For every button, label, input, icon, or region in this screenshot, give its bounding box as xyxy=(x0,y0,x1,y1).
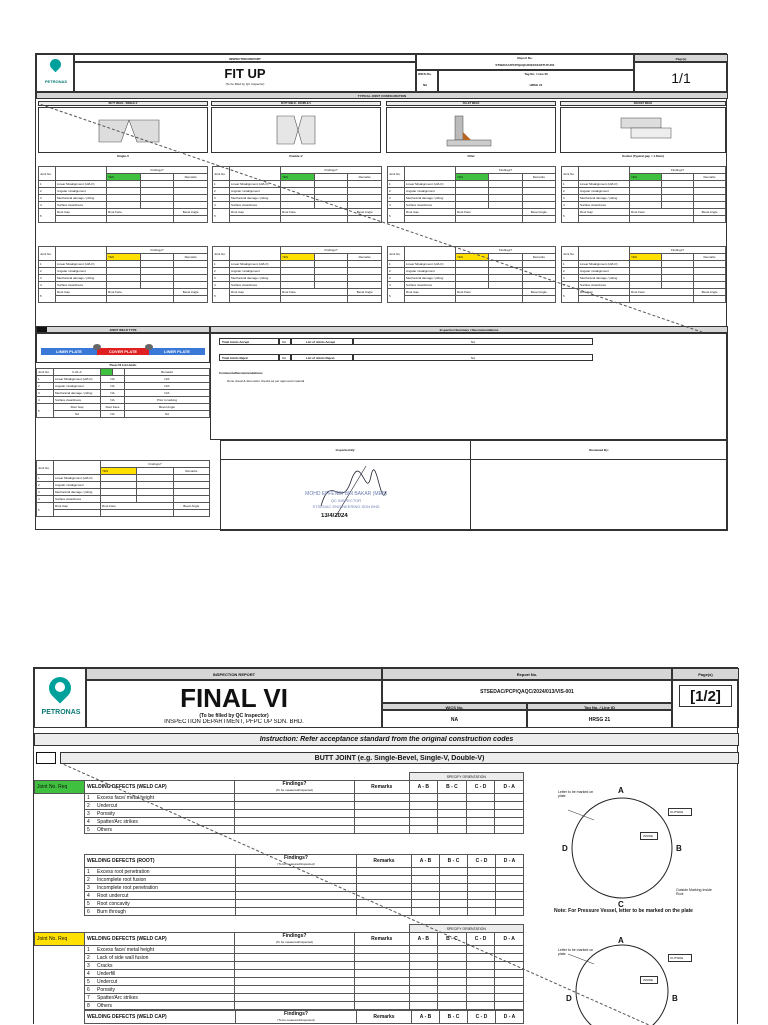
finalvi-page-value: [1/2] xyxy=(690,688,721,705)
orientation-diagram-2: Letter to be marked on plate A B D OUTSIDE INSIDE xyxy=(554,936,739,1025)
liner-plate-left: LINER PLATE xyxy=(56,349,82,354)
fitup-page-value: 1/1 xyxy=(671,70,691,86)
vi-defect-table: SPECIFY ORIENTATION Joint No. Req WELDING DEFECTS (WELD CAP) Findings? (To be measured/inspected) Remarks A - B B - C C - D D - A 1 Excess face/ metal height 2 Undercut 3 Porosity 4 Spatter/Arc strikes 5 Others xyxy=(34,772,524,834)
cover-plate: COVER PLATE xyxy=(108,349,138,354)
inspector-company: STSEDAC ENGINEERING SDN BHD xyxy=(312,504,380,509)
finalvi-tag-value: HRSG 21 xyxy=(588,717,611,723)
pressure-vessel-note: Note: For Pressure Vessel, letter to be marked on the plate xyxy=(554,908,693,914)
instruction-bar: Instruction: Refer acceptance standard from the original construction codes xyxy=(34,733,739,746)
first-joint-no: F-01-A xyxy=(54,369,101,376)
joint-panel: Joint No. Findings? YES Remarks 1 Linear Misalignment (HI/LO) 2 Angular misalignment 3 Mechanical damage / pitting 4 Surface cleanliness 5 Root Gap Root Face Bevel Angle xyxy=(38,166,208,223)
finalvi-logo-text: PETRONAS xyxy=(41,709,81,716)
petronas-logo-icon xyxy=(48,57,64,73)
fitup-report: PETRONAS INSPECTION REPORT FIT UP (To be filled by QC Inspector) Report No. STSEDAC/PCP/QAQC/2024/013/FTUP-001 WICS No. NA Tag No. / Line ID HRSG 21 Page(s) 1/1 TYPICAL JOINT CONFIGURATION BUTT WELD - SINGLE-V BUTT WELD - DOUBLE-V FILLET WELD SOCKET WELD Single-V Double-V Fillet Socket (Typical gap = 1.6mm) Joint No. Findings? YES Remarks 1 Linear Misalignment (HI/LO) 2 Angular misalignment 3 Mechanical damage / pitting 4 Surface cleanliness 5 Root Gap Root Face Bevel Angle Joint No. Findings? YES Remarks 1 Linear Misalignment (HI/LO) 2 Angular misalignment 3 Mechanical damage / pitting 4 Surface cleanliness 5 Root Gap Root Face Bevel Angle Joint No. Findings? YES Remarks 1 Linear Misalignment (HI/LO) 2 Angular misalignment 3 Mechanical damage / pitting 4 Surface cleanliness 5 Root Gap Root Face Bevel Angle Joint No. Findings? YES Remarks 1 Linear Misalignment (HI/LO) 2 Angular misalignment 3 Mechanical damage / pitting 4 Surface cleanliness 5 Root Gap Root Face Bevel Angle Joint No. Findings? YES Remarks 1 Linear Misalignment (HI/LO) 2 Angular misalignment 3 Mechanical damage / pitting 4 Surface cleanliness 5 Root Gap Root Face Bevel Angle Joint No. Findings? YES Remarks 1 Linear Misalignment (HI/LO) 2 Angular misalignment 3 Mechanical damage / pitting 4 Surface cleanliness 5 Root Gap Root Face Bevel Angle Joint No. Findings? YES Remarks 1 Linear Misalignment (HI/LO) 2 Angular misalignment 3 Mechanical damage / pitting 4 Surface cleanliness 5 Root Gap Root Face Bevel Angle Joint No. Findings? YES Remarks 1 Linear Misalignment (HI/LO) 2 Angular misalignment 3 Mechanical damage / pitting 4 Surface cleanliness 5 Root Gap Root Face Bevel Angle JOINT WELD TYPE LINER PLATE COVER PLATE LINER PLATE Please fill Joint details Joint No. F-01-A Remarks 1 Linear Misalignment (HI/LO) NA N/A 2 Angular misalignment NA N/A 3 Mechanical damage / pitting NA N/A 4 Surface cleanliness NA Prior to tacking 5 Root Gap Root Face Bevel Angle NA NA NA Joint No. Findings? YES Remarks 1 Linear Misalignment (HI/LO) 2 Angular misalignment 3 Mechanical damage / pitting 4 Surface cleanliness 5 Root Gap Root Face Bevel Angle Inspection Summary / Recommendations Total Joints Accept NA List of Joints Accept NA Total Joints Reject NA List of Joints Reject NA Comments/Recommendations: Done visual & dimension checks as per approved material Inspected By: MOHD EFFENDI BIN BAKAR (MEB) QC INSPECTOR STSEDAC ENGINEERING SDN BHD 13/4/2024 Reviewed By: xyxy=(35,53,727,530)
finalvi-title: FINAL VI xyxy=(180,683,288,713)
finalvi-report: PETRONAS INSPECTION REPORT FINAL VI (To be filled by QC Inspector) INSPECTION DEPARTMENT, PFPC UP SDN. BHD. Report No. STSEDAC/PCP/QAQC/2024/013/VIS-001 WICS No. Tag No. / Line ID NA HRSG 21 Page(s) [1/2] Instruction: Refer acceptance standard from the original construction codes BUTT JOINT (e.g. Single-Bevel, Single-V, Double-V) SPECIFY ORIENTATION Joint No. Req WELDING DEFECTS (WELD CAP) Findings? (To be measured/inspected) Remarks A - B B - C C - D D - A 1 Excess face/ metal height 2 Undercut 3 Porosity 4 Spatter/Arc strikes 5 Others WELDING DEFECTS (ROOT) Findings? (To be measured/inspected) Remarks A - B B - C C - D D - A 1 Excess root penetration 2 Incomplete root fusion 3 Incomplete root penetration 4 Root undercut 5 Root concavity 6 Burn through SPECIFY ORIENTATION Joint No. Req WELDING DEFECTS (WELD CAP) Findings? (To be measured/inspected) Remarks A - B B - C C - D D - A 1 Excess face/ metal height 2 Lack of side wall fusion 3 Cracks 4 Underfill 5 Undercut 6 Porosity 7 Spatter/Arc strikes 8 Others WELDING DEFECTS (WELD CAP) Findings? (To be measured/inspected) Remarks A - B B - C C - D D - A Letter to be marked on plate A B C D OUTSIDE INSIDE Outside Marking Inside Root Note: For Pressure Vessel, letter to be marked on the plate Letter to be marked on plate A B D OUTSIDE INSIDE xyxy=(33,667,738,1024)
second-joint-table: Joint No. Findings? YES Remarks 1 Linear Misalignment (HI/LO) 2 Angular misalignment 3 Mechanical damage / pitting 4 Surface cleanliness 5 Root Gap Root Face Bevel Angle xyxy=(36,460,210,517)
vi-defect-table: WELDING DEFECTS (WELD CAP) Findings? (To be measured/inspected) Remarks A - B B - C C - D D - A xyxy=(34,1010,524,1024)
outside-tag: OUTSIDE xyxy=(668,808,692,816)
plate-diagram xyxy=(36,333,210,363)
finalvi-wics-value: NA xyxy=(450,717,459,723)
finalvi-title-cell xyxy=(86,680,382,728)
double-v-sketch xyxy=(211,107,381,153)
single-v-sketch xyxy=(38,107,208,153)
fitup-subtitle: (To be filled by QC Inspector) xyxy=(225,82,265,86)
sign-date: 13/4/2024 xyxy=(321,513,348,519)
first-joint-table: Joint No. F-01-A Remarks 1 Linear Misalignment (HI/LO) NA N/A 2 Angular misalignment NA N/A 3 Mechanical damage / pitting NA N/A 4 Surface cleanliness NA Prior to tacking 5 Root Gap Root Face Bevel Angle NA NA NA xyxy=(36,368,210,418)
joint-panel: Joint No. Findings? YES Remarks 1 Linear Misalignment (HI/LO) 2 Angular misalignment 3 Mechanical damage / pitting 4 Surface cleanliness 5 Root Gap Root Face Bevel Angle xyxy=(387,166,556,223)
fitup-header-label: INSPECTION REPORT xyxy=(74,54,416,62)
fitup-report-no: STSEDAC/PCP/QAQC/2024/013/FTUP-001 xyxy=(495,63,555,67)
fitup-tag-value: HRSG 21 xyxy=(529,83,543,87)
fitup-wics-value: NA xyxy=(423,83,428,87)
orientation-diagram: Letter to be marked on plate A B C D OUTSIDE INSIDE Outside Marking Inside Root Note: For Pressure Vessel, letter to be marked on the plate xyxy=(554,786,712,914)
summary-body: Total Joints Accept NA List of Joints Accept NA Total Joints Reject NA List of Joints Reject NA Comments/Recommendations: Done visual & dimension checks as per approved material xyxy=(210,333,728,440)
inspector-role: QC INSPECTOR xyxy=(330,498,362,503)
liner-plate-right: LINER PLATE xyxy=(164,349,190,354)
joint-panel: Joint No. Findings? YES Remarks 1 Linear Misalignment (HI/LO) 2 Angular misalignment 3 Mechanical damage / pitting 4 Surface cleanliness 5 Root Gap Root Face Bevel Angle xyxy=(212,246,382,303)
fitup-logo-cell xyxy=(36,54,74,92)
joint-panel: Joint No. Findings? YES Remarks 1 Linear Misalignment (HI/LO) 2 Angular misalignment 3 Mechanical damage / pitting 4 Surface cleanliness 5 Root Gap Root Face Bevel Angle xyxy=(212,166,382,223)
inspector-name: MOHD EFFENDI BIN BAKAR (MEB) xyxy=(305,491,387,497)
joint-panel: Joint No. Findings? YES Remarks 1 Linear Misalignment (HI/LO) 2 Angular misalignment 3 Mechanical damage / pitting 4 Surface cleanliness 5 Root Gap Root Face Bevel Angle xyxy=(387,246,556,303)
finalvi-logo-cell xyxy=(34,668,86,728)
butt-joint-check[interactable] xyxy=(36,752,56,764)
joint-panel: Joint No. Findings? YES Remarks 1 Linear Misalignment (HI/LO) 2 Angular misalignment 3 Mechanical damage / pitting 4 Surface cleanliness 5 Root Gap Root Face Bevel Angle xyxy=(38,246,208,303)
finalvi-header-label: INSPECTION REPORT xyxy=(86,668,382,680)
fitup-report-no-cell: Report No. STSEDAC/PCP/QAQC/2024/013/FTUP-001 xyxy=(416,54,634,70)
fitup-title-cell xyxy=(74,62,416,92)
joint-panel: Joint No. Findings? YES Remarks 1 Linear Misalignment (HI/LO) 2 Angular misalignment 3 Mechanical damage / pitting 4 Surface cleanliness 5 Root Gap Root Face Bevel Angle xyxy=(561,246,726,303)
socket-sketch xyxy=(560,107,726,153)
summary-bar: Inspection Summary / Recommendations xyxy=(210,326,728,333)
joint-panel: Joint No. Findings? YES Remarks 1 Linear Misalignment (HI/LO) 2 Angular misalignment 3 Mechanical damage / pitting 4 Surface cleanliness 5 Root Gap Root Face Bevel Angle xyxy=(561,166,726,223)
typical-config-bar: TYPICAL JOINT CONFIGURATION xyxy=(36,92,728,99)
joint-weld-type-bar: JOINT WELD TYPE xyxy=(36,326,210,333)
reviewed-by-cell: Reviewed By: xyxy=(470,440,728,531)
list-reject-value: NA xyxy=(470,356,476,360)
list-accept-value: NA xyxy=(470,340,476,344)
fillet-sketch xyxy=(386,107,556,153)
comments-text: Done visual & dimension checks as per approved material xyxy=(227,379,305,383)
total-accept-value: NA xyxy=(282,340,287,344)
total-reject-value: NA xyxy=(282,356,287,360)
inside-tag: INSIDE xyxy=(640,832,658,840)
inspected-by-cell: Inspected By: MOHD EFFENDI BIN BAKAR (MEB) QC INSPECTOR STSEDAC ENGINEERING SDN BHD 13/4/2024 xyxy=(220,440,471,531)
comments-label: Comments/Recommendations: xyxy=(219,371,264,375)
vi-defect-table: WELDING DEFECTS (ROOT) Findings? (To be measured/inspected) Remarks A - B B - C C - D D - A 1 Excess root penetration 2 Incomplete root fusion 3 Incomplete root penetration 4 Root undercut 5 Root concavity 6 Burn through xyxy=(34,854,524,916)
butt-joint-bar: BUTT JOINT (e.g. Single-Bevel, Single-V, Double-V) xyxy=(60,752,739,764)
finalvi-report-no: STSEDAC/PCP/QAQC/2024/013/VIS-001 xyxy=(480,689,574,695)
finalvi-subtitle: (To be filled by QC Inspector) xyxy=(199,713,269,719)
vi-defect-table: SPECIFY ORIENTATION Joint No. Req WELDING DEFECTS (WELD CAP) Findings? (To be measured/inspected) Remarks A - B B - C C - D D - A 1 Excess face/ metal height 2 Lack of side wall fusion 3 Cracks 4 Underfill 5 Undercut 6 Porosity 7 Spatter/Arc strikes 8 Others xyxy=(34,924,524,1010)
joint-type-row: BUTT WELD - SINGLE-V BUTT WELD - DOUBLE-V FILLET WELD SOCKET WELD Single-V Double-V Fillet Socket (Typical gap = 1.6mm) xyxy=(36,99,728,159)
fitup-logo-text: PETRONAS xyxy=(44,79,68,84)
fitup-title: FIT UP xyxy=(224,66,266,81)
finalvi-department: INSPECTION DEPARTMENT, PFPC UP SDN. BHD. xyxy=(164,719,304,725)
